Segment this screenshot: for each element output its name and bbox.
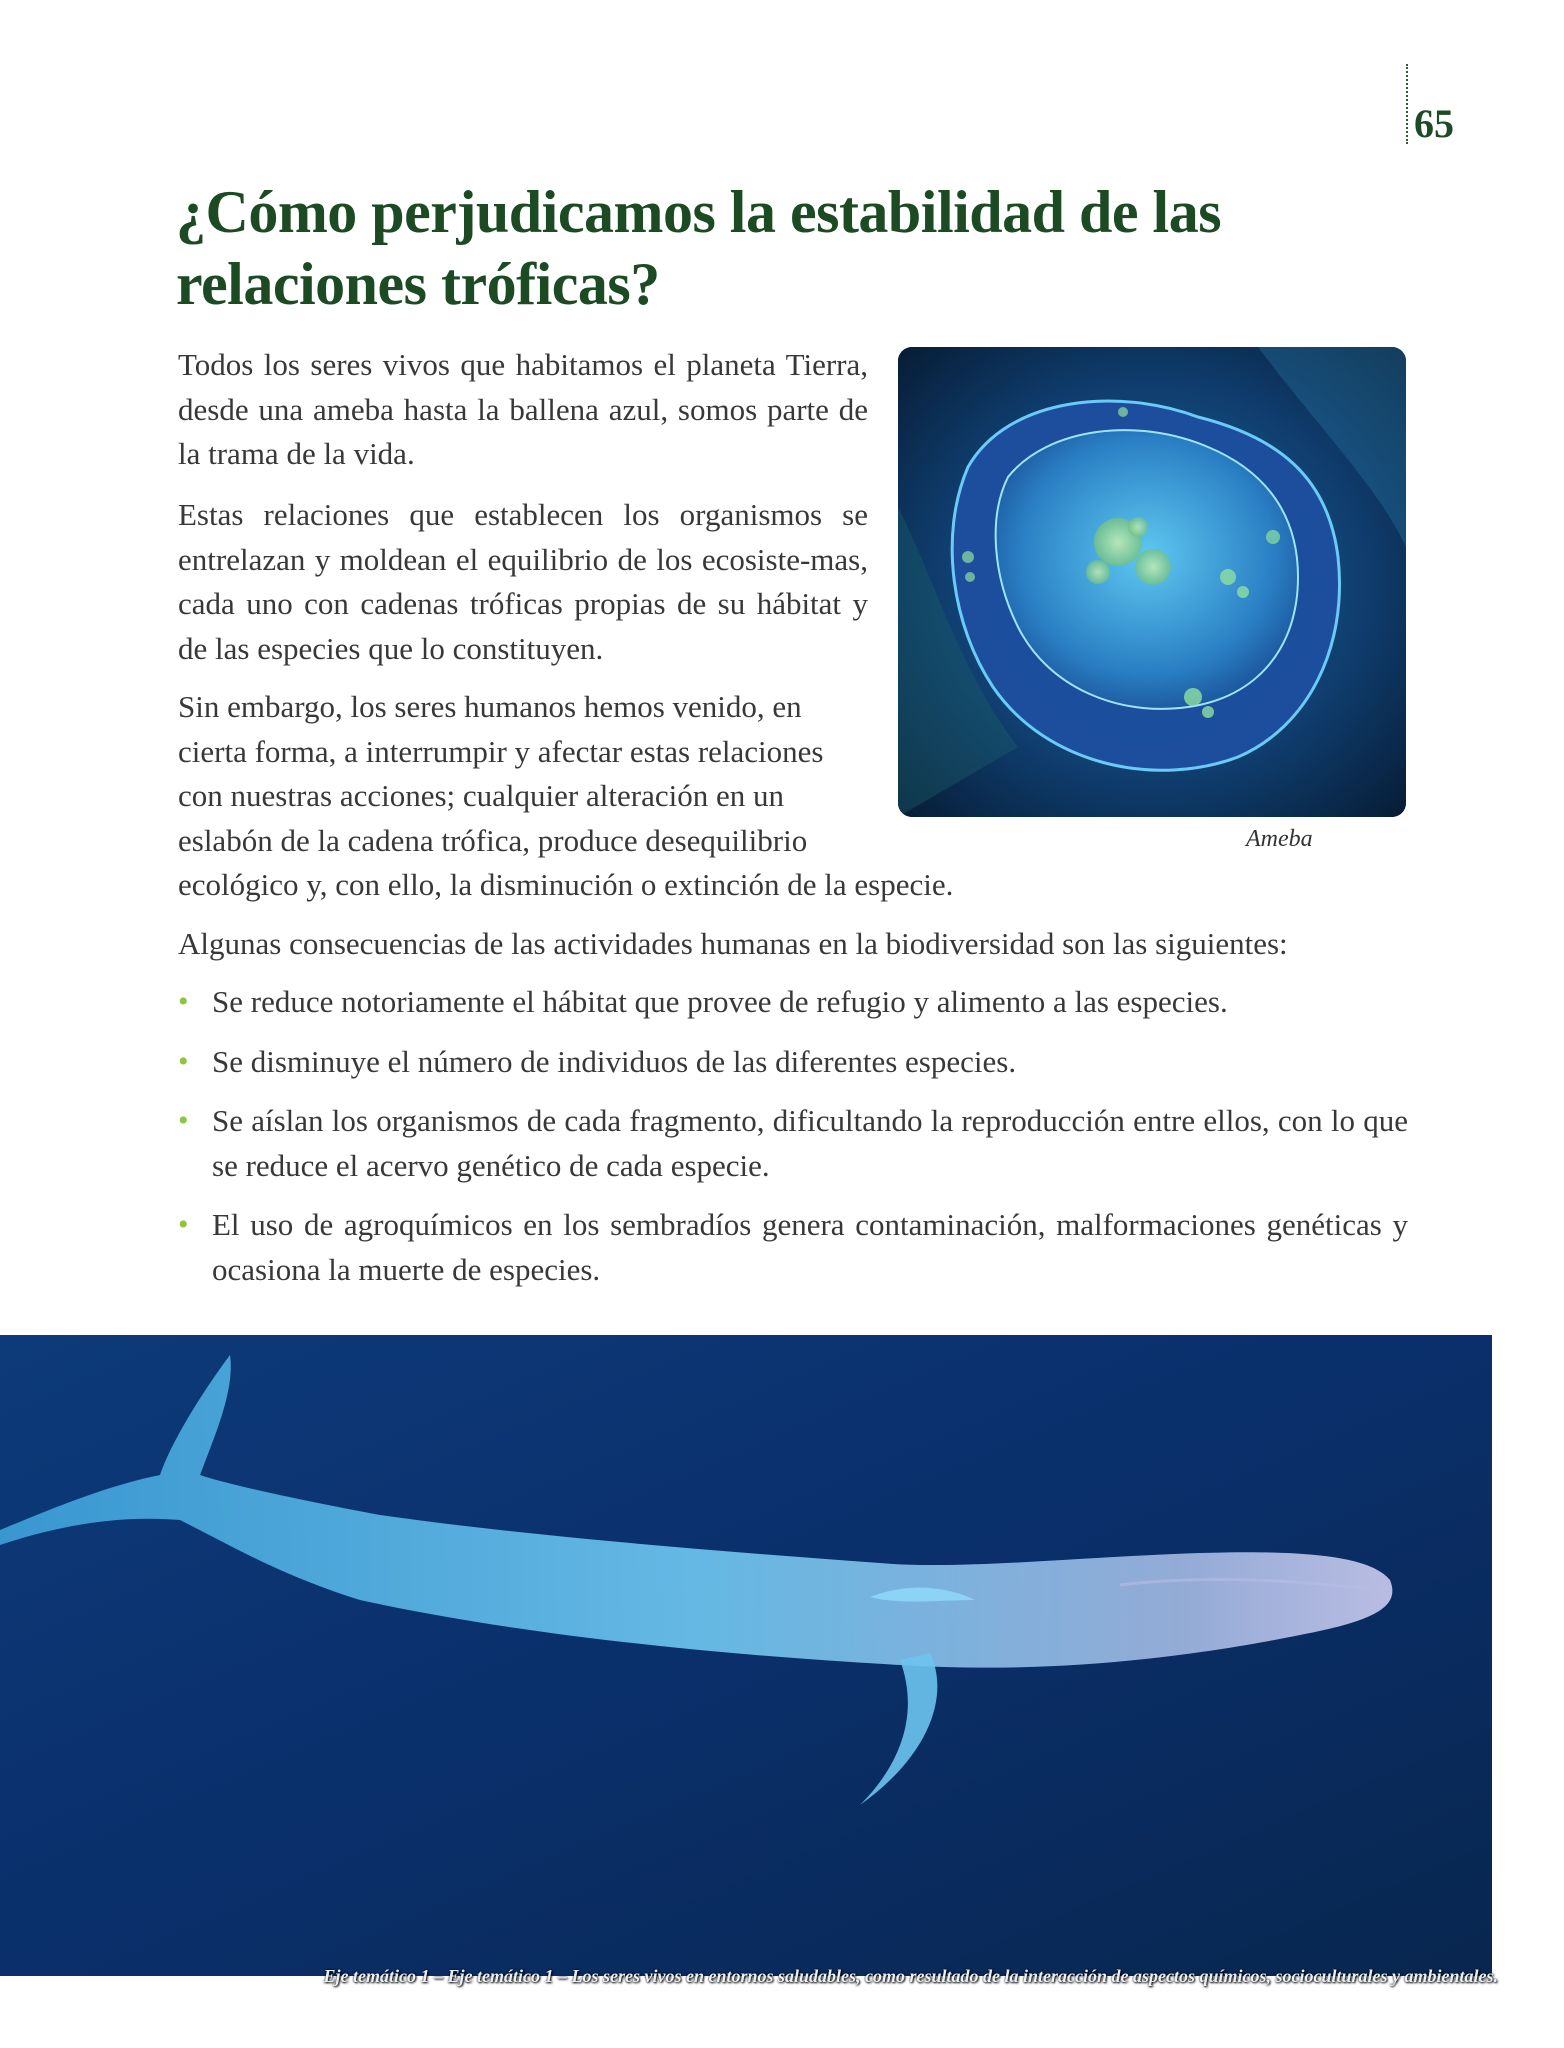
footer-axis-text: Eje temático 1 – Eje temático 1 – Los seres vivos en entornos saludables, como resultado de la interacción de aspectos químicos, socioculturales y ambientales.	[323, 1966, 1498, 1986]
list-item	[178, 1203, 1408, 1292]
ameba-image	[898, 347, 1406, 817]
paragraph-human-impact-end: ecológico y, con ello, la disminución o extinción de la especie.	[178, 867, 954, 902]
ameba-caption: Ameba	[1246, 826, 1313, 852]
list-item	[178, 1099, 1408, 1188]
bullet-icon: •	[178, 985, 189, 1018]
page-number-divider	[1406, 64, 1408, 144]
consequences-list	[178, 980, 1408, 1307]
list-item-text: Se reduce notoriamente el hábitat que provee de refugio y alimento a las especies.	[212, 984, 1228, 1019]
page-number: 65	[1414, 101, 1454, 146]
bullet-icon: •	[178, 1208, 189, 1241]
paragraph-consequences-intro: Algunas consecuencias de las actividades humanas en la biodiversidad son las siguientes:	[178, 926, 1288, 961]
paragraph-intro: Todos los seres vivos que habitamos el planeta Tierra, desde una ameba hasta la ballena azul, somos parte de la trama de la vida.	[178, 347, 868, 471]
list-item-text: Se aíslan los organismos de cada fragmento, dificultando la reproducción entre ellos, con lo que se reduce el acervo genético de cada especie.	[212, 1103, 1408, 1183]
paragraph-human-impact: Sin embargo, los seres humanos hemos venido, en cierta forma, a interrumpir y afectar estas relaciones con nuestras acciones; cualquier alteración en un eslabón de la cadena trófica, produce desequilibrio	[178, 689, 824, 858]
blue-whale-image	[0, 1335, 1492, 1976]
list-item-text: Se disminuye el número de individuos de las diferentes especies.	[212, 1043, 1017, 1079]
bullet-icon: •	[178, 1104, 189, 1137]
list-item-text: El uso de agroquímicos en los sembradíos genera contaminación, malformaciones genéticas y ocasiona la muerte de especies.	[212, 1207, 1408, 1287]
page-title: ¿Cómo perjudicamos la estabilidad de las relaciones tróficas?	[176, 179, 1222, 317]
list-item	[178, 980, 1408, 1025]
list-item	[178, 1040, 1408, 1085]
bullet-icon: •	[178, 1044, 189, 1078]
paragraph-relations: Estas relaciones que establecen los organismos se entrelazan y moldean el equilibrio de los ecosiste-mas, cada uno con cadenas tróficas propias de su hábitat y de las especies que lo constituyen.	[178, 497, 868, 666]
